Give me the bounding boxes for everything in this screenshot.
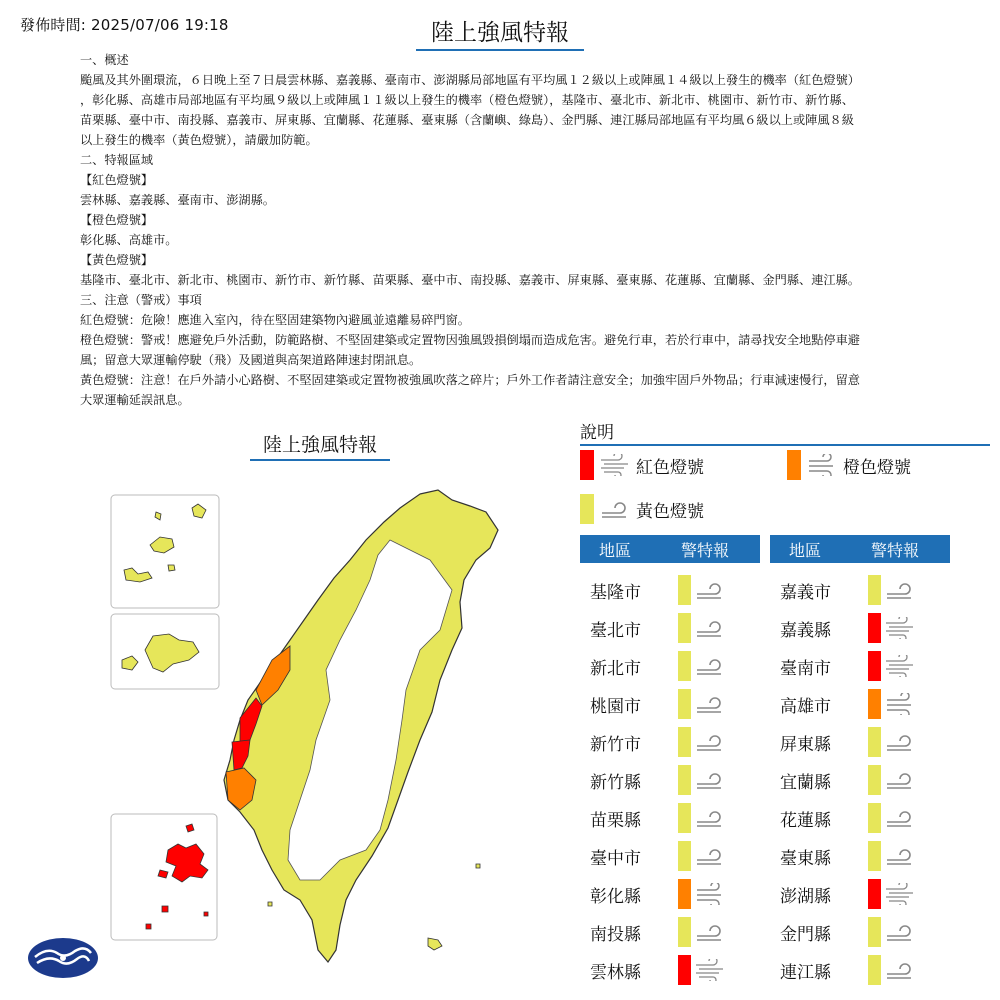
page-title: 陸上強風特報 bbox=[416, 14, 584, 51]
liuqiu-island bbox=[268, 902, 272, 906]
warning-level-swatch bbox=[678, 727, 691, 757]
report-line: 大眾運輸延誤訊息。 bbox=[80, 393, 190, 407]
warning-level-swatch bbox=[868, 575, 881, 605]
table-row bbox=[770, 951, 950, 989]
wind-icon bbox=[695, 921, 727, 943]
region-name: 苗栗縣 bbox=[590, 810, 641, 831]
warning-level-swatch bbox=[678, 765, 691, 795]
region-name: 澎湖縣 bbox=[780, 886, 831, 907]
col-warning: 警特報 bbox=[680, 540, 729, 560]
table-header bbox=[770, 535, 950, 563]
table-row bbox=[770, 875, 950, 913]
warning-level-swatch bbox=[868, 689, 881, 719]
region-name: 嘉義縣 bbox=[780, 620, 831, 641]
wind-light-icon bbox=[600, 498, 632, 520]
wind-icon bbox=[885, 731, 917, 753]
wind-icon bbox=[885, 845, 917, 867]
region-name: 宜蘭縣 bbox=[780, 772, 831, 793]
table-row bbox=[580, 723, 760, 761]
table-row bbox=[770, 723, 950, 761]
legend-title: 說明 bbox=[580, 418, 990, 446]
wind-icon bbox=[695, 693, 727, 715]
wind-icon bbox=[885, 617, 917, 639]
cwa-logo bbox=[27, 937, 99, 979]
region-name: 雲林縣 bbox=[590, 962, 641, 983]
region-name: 基隆市 bbox=[590, 582, 641, 603]
taiwan-map bbox=[110, 480, 510, 980]
warning-level-swatch bbox=[678, 689, 691, 719]
legend-red bbox=[580, 450, 704, 480]
table-row bbox=[770, 761, 950, 799]
warning-level-swatch bbox=[678, 955, 691, 985]
region-name: 新竹縣 bbox=[590, 772, 641, 793]
region-name: 臺東縣 bbox=[780, 848, 831, 869]
table-row bbox=[580, 913, 760, 951]
warning-level-swatch bbox=[868, 879, 881, 909]
wind-icon bbox=[885, 769, 917, 791]
warning-level-swatch bbox=[678, 803, 691, 833]
table-row bbox=[770, 799, 950, 837]
table-row bbox=[770, 837, 950, 875]
col-region: 地區 bbox=[598, 540, 631, 560]
report-line: 【橙色燈號】 bbox=[80, 213, 154, 227]
warning-level-swatch bbox=[868, 803, 881, 833]
region-name: 彰化縣 bbox=[590, 886, 641, 907]
table-row bbox=[770, 571, 950, 609]
table-row bbox=[580, 571, 760, 609]
wind-icon bbox=[695, 883, 727, 905]
wind-icon bbox=[695, 959, 727, 981]
region-name: 臺中市 bbox=[590, 848, 641, 869]
report-line: ，彰化縣、高雄市局部地區有平均風９級以上或陣風１１級以上發生的機率（橙色燈號），基隆市、臺北市、新北市、桃園市、新竹市、新竹縣、 bbox=[80, 93, 854, 107]
region-name: 桃園市 bbox=[590, 696, 641, 717]
wind-icon bbox=[885, 579, 917, 601]
warning-level-swatch bbox=[678, 917, 691, 947]
issue-time: 發佈時間: 2025/07/06 19:18 bbox=[20, 16, 229, 34]
table-row bbox=[770, 609, 950, 647]
table-header bbox=[580, 535, 760, 563]
report-line: 黃色燈號：注意！在戶外請小心路樹、不堅固建築或定置物被強風吹落之碎片；戶外工作者請注意安全；加強牢固戶外物品；行車減速慢行，留意 bbox=[80, 373, 860, 387]
warning-level-swatch bbox=[678, 651, 691, 681]
wind-strong-icon bbox=[600, 454, 632, 476]
table-row bbox=[580, 875, 760, 913]
table-row bbox=[770, 913, 950, 951]
region-name: 嘉義市 bbox=[780, 582, 831, 603]
wind-medium-icon bbox=[807, 454, 839, 476]
wind-icon bbox=[885, 807, 917, 829]
wind-icon bbox=[885, 921, 917, 943]
report-line: 橙色燈號：警戒！應避免戶外活動，防範路樹、不堅固建築或定置物因強風毀損倒塌而造成危害。避免行車，若於行車中，請尋找安全地點停車避 bbox=[80, 333, 860, 347]
warning-level-swatch bbox=[868, 613, 881, 643]
region-name: 連江縣 bbox=[780, 962, 831, 983]
warning-level-swatch bbox=[868, 727, 881, 757]
warning-level-swatch bbox=[678, 613, 691, 643]
table-row bbox=[580, 647, 760, 685]
region-name: 花蓮縣 bbox=[780, 810, 831, 831]
report-line: 彰化縣、高雄市。 bbox=[80, 233, 178, 247]
legend-orange-label: 橙色燈號 bbox=[843, 457, 911, 478]
red-swatch bbox=[580, 450, 594, 480]
report-line: 紅色燈號：危險！應進入室內，待在堅固建築物內避風並遠離易碎門窗。 bbox=[80, 313, 470, 327]
warning-level-swatch bbox=[678, 575, 691, 605]
region-name: 高雄市 bbox=[780, 696, 831, 717]
wind-icon bbox=[695, 655, 727, 677]
warning-table-left bbox=[580, 535, 760, 989]
wind-icon bbox=[695, 845, 727, 867]
greenisland-island bbox=[476, 864, 480, 868]
warning-table-right bbox=[770, 535, 950, 989]
warning-level-swatch bbox=[868, 841, 881, 871]
lanyu-island bbox=[428, 938, 442, 950]
table-row bbox=[770, 647, 950, 685]
wind-icon bbox=[695, 579, 727, 601]
warning-level-swatch bbox=[678, 841, 691, 871]
wind-icon bbox=[695, 807, 727, 829]
table-row bbox=[580, 761, 760, 799]
yellow-swatch bbox=[580, 494, 594, 524]
report-line: 雲林縣、嘉義縣、臺南市、澎湖縣。 bbox=[80, 193, 275, 207]
table-row bbox=[580, 799, 760, 837]
region-name: 金門縣 bbox=[780, 924, 831, 945]
legend-yellow-label: 黃色燈號 bbox=[636, 501, 704, 522]
legend-red-label: 紅色燈號 bbox=[636, 457, 704, 478]
region-name: 屏東縣 bbox=[780, 734, 831, 755]
map-title: 陸上強風特報 bbox=[250, 430, 390, 461]
orange-swatch bbox=[787, 450, 801, 480]
wind-icon bbox=[695, 731, 727, 753]
report-line: 以上發生的機率（黃色燈號），請嚴加防範。 bbox=[80, 133, 318, 147]
wind-icon bbox=[885, 959, 917, 981]
col-warning: 警特報 bbox=[870, 540, 919, 560]
warning-level-swatch bbox=[868, 651, 881, 681]
report-line: 一、概述 bbox=[80, 53, 129, 67]
region-name: 南投縣 bbox=[590, 924, 641, 945]
wind-icon bbox=[695, 769, 727, 791]
report-line: 三、注意（警戒）事項 bbox=[80, 293, 202, 307]
table-row bbox=[580, 951, 760, 989]
warning-level-swatch bbox=[868, 917, 881, 947]
region-name: 新北市 bbox=[590, 658, 641, 679]
report-line: 【黃色燈號】 bbox=[80, 253, 154, 267]
legend-orange bbox=[787, 450, 911, 480]
report-line: 基隆市、臺北市、新北市、桃園市、新竹市、新竹縣、苗栗縣、臺中市、南投縣、嘉義市、屏東縣、臺東縣、花蓮縣、宜蘭縣、金門縣、連江縣。 bbox=[80, 273, 860, 287]
table-row bbox=[580, 609, 760, 647]
table-row bbox=[770, 685, 950, 723]
region-name: 臺南市 bbox=[780, 658, 831, 679]
region-name: 臺北市 bbox=[590, 620, 641, 641]
legend-yellow bbox=[580, 494, 704, 524]
report-line: 苗栗縣、臺中市、南投縣、嘉義市、屏東縣、宜蘭縣、花蓮縣、臺東縣（含蘭嶼、綠島）、金門縣、連江縣局部地區有平均風６級以上或陣風８級 bbox=[80, 113, 854, 127]
wind-icon bbox=[885, 693, 917, 715]
report-line: 【紅色燈號】 bbox=[80, 173, 154, 187]
wind-icon bbox=[695, 617, 727, 639]
warning-level-swatch bbox=[868, 955, 881, 985]
wind-icon bbox=[885, 655, 917, 677]
report-line: 颱風及其外圍環流，６日晚上至７日晨雲林縣、嘉義縣、臺南市、澎湖縣局部地區有平均風１２級以上或陣風１４級以上發生的機率（紅色燈號） bbox=[80, 73, 860, 87]
report-line: 二、特報區域 bbox=[80, 153, 154, 167]
table-row bbox=[580, 837, 760, 875]
report-line: 風；留意大眾運輸停駛（飛）及國道與高架道路陣速封閉訊息。 bbox=[80, 353, 422, 367]
region-name: 新竹市 bbox=[590, 734, 641, 755]
wind-icon bbox=[885, 883, 917, 905]
table-row bbox=[580, 685, 760, 723]
warning-level-swatch bbox=[678, 879, 691, 909]
report-text bbox=[80, 50, 920, 410]
warning-level-swatch bbox=[868, 765, 881, 795]
col-region: 地區 bbox=[788, 540, 821, 560]
